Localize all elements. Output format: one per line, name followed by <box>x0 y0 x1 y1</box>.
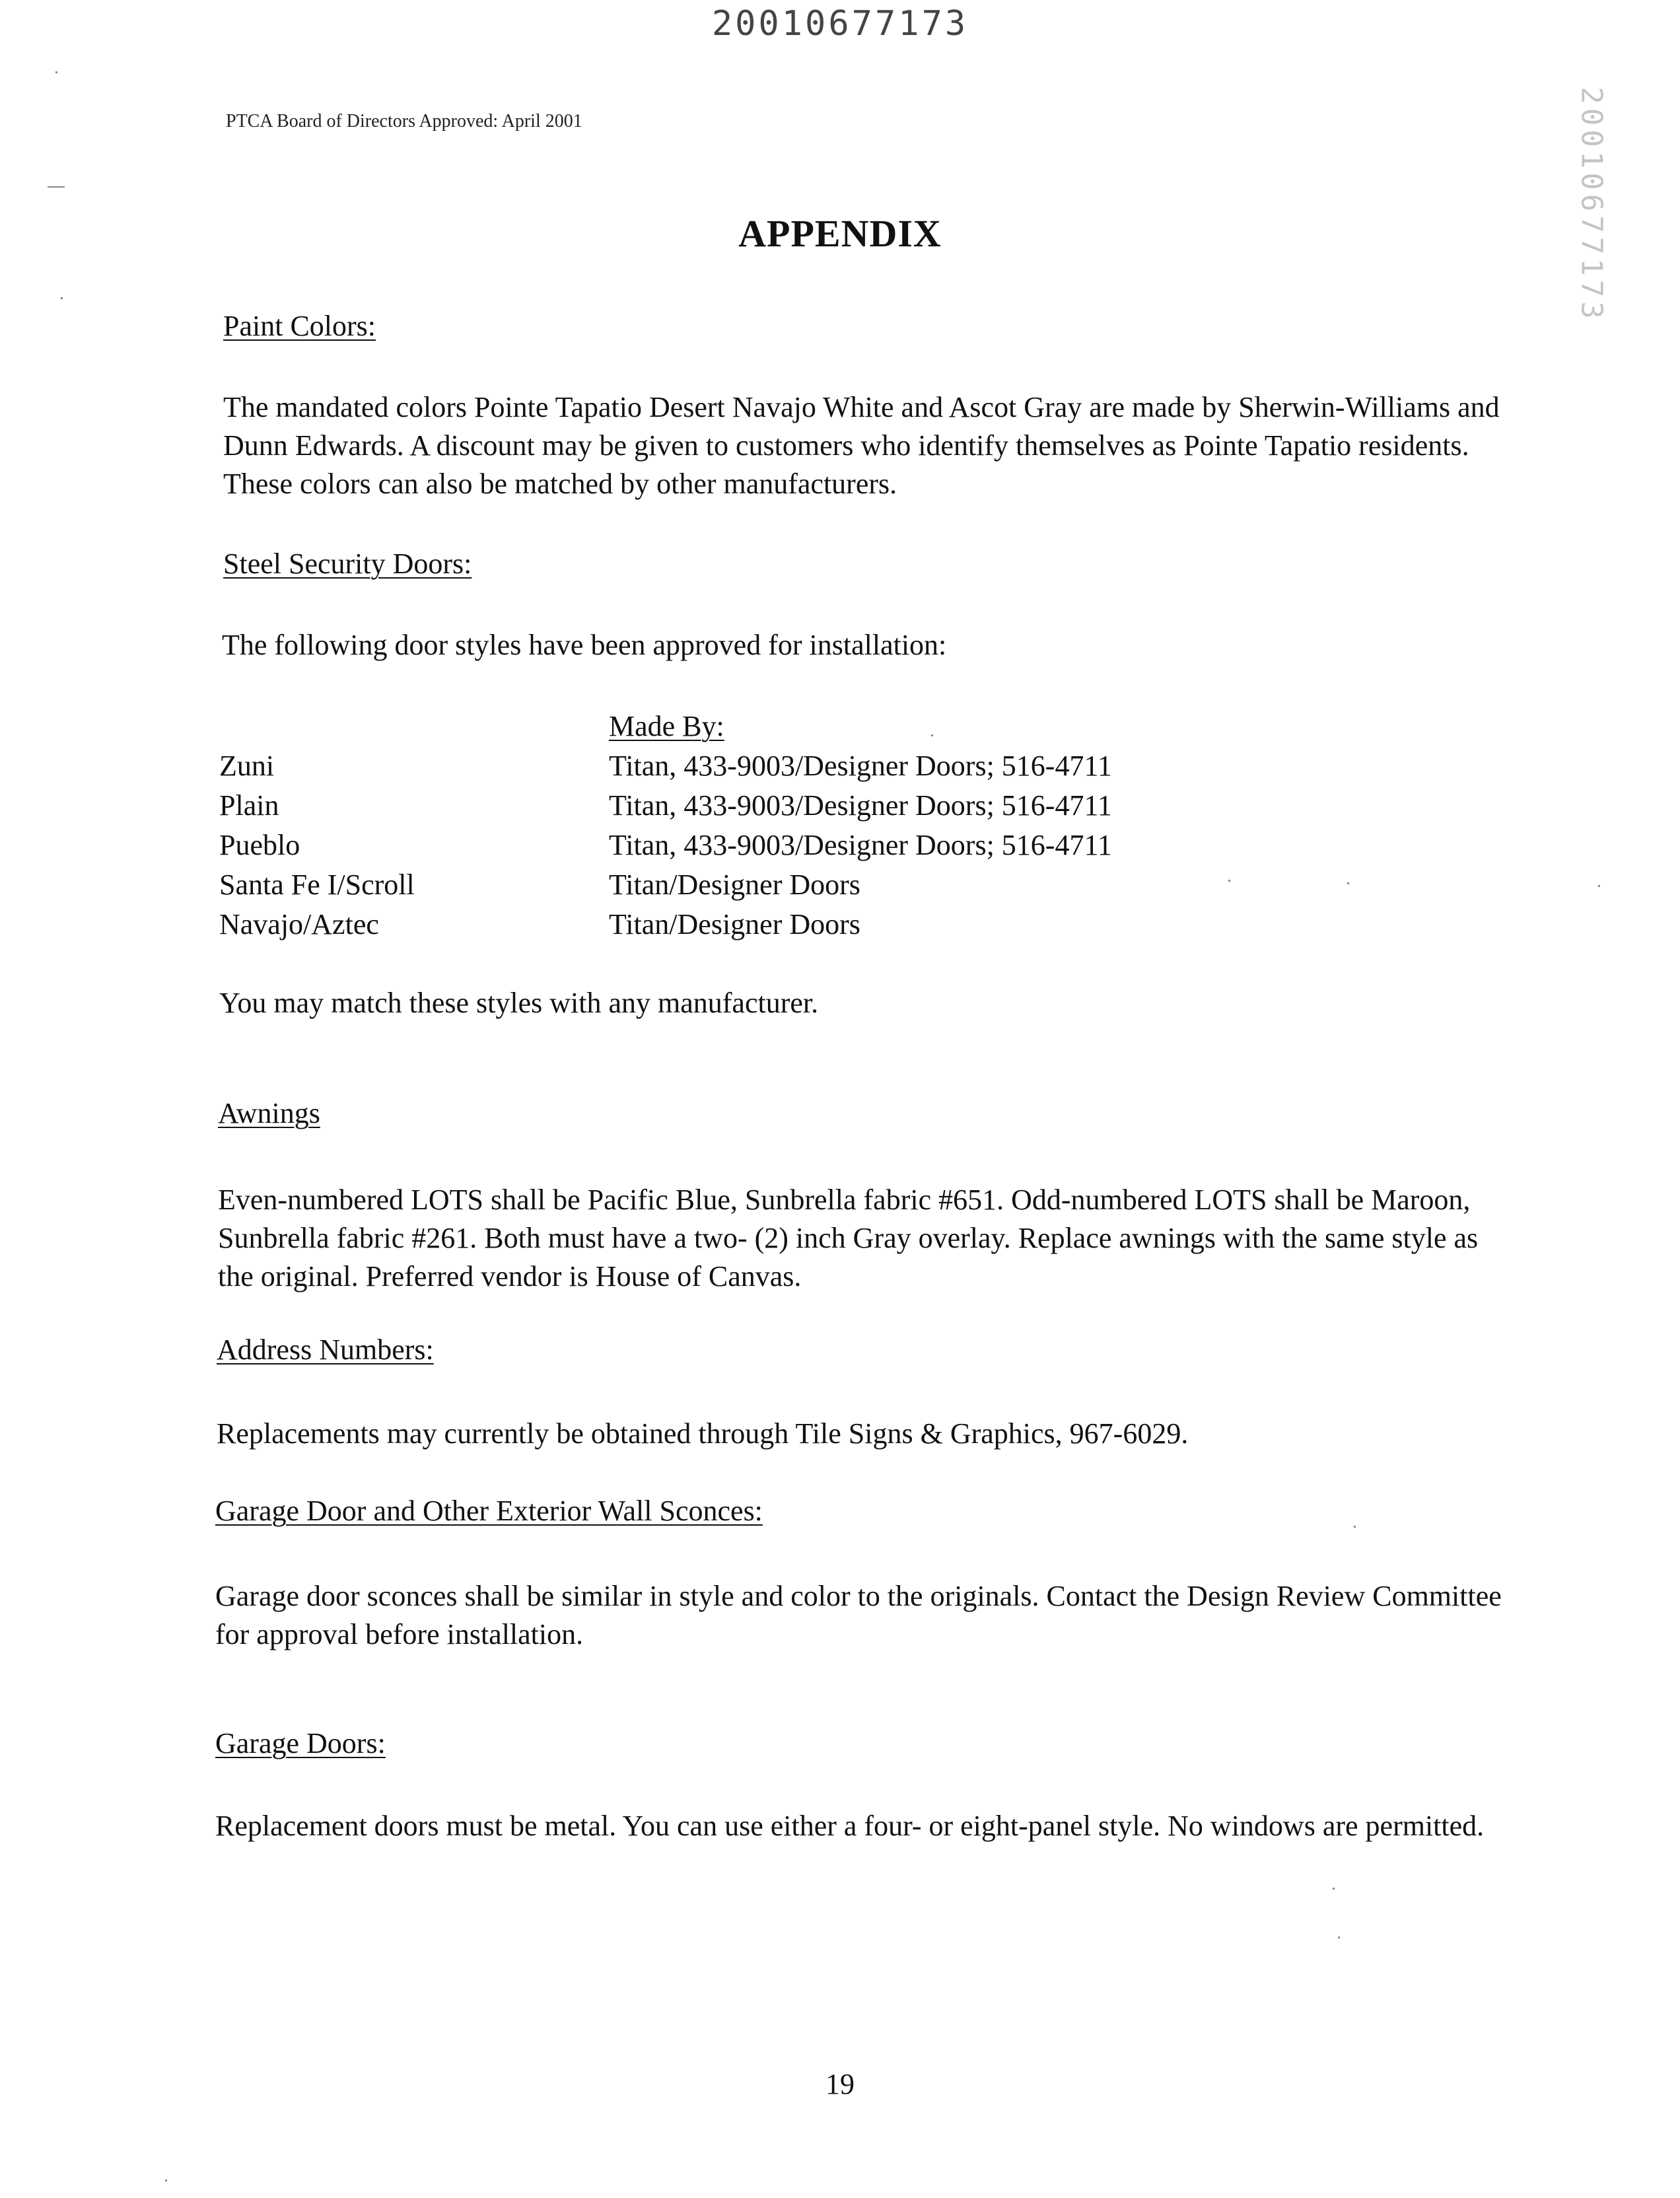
door-style: Navajo/Aztec <box>219 908 379 940</box>
steel-doors-intro: The following door styles have been approved for installation: <box>222 629 947 661</box>
scan-speck <box>61 297 63 299</box>
scan-speck <box>55 71 57 73</box>
made-by-header: Made By: <box>609 710 724 742</box>
door-styles-table <box>219 707 1112 944</box>
door-maker: Titan/Designer Doors <box>609 869 860 901</box>
side-stamp-text: 20010677173 <box>1574 87 1609 323</box>
awnings-body: Even-numbered LOTS shall be Pacific Blue, Sunbrella fabric #651. Odd-numbered LOTS shall be Maroon, Sunbrella fabric #261. Both must have a two- (2) inch Gray overlay. Replace awnings with the same style as the original. Preferred vendor is House of Canvas. <box>218 1184 1479 1293</box>
garage-doors-body: Replacement doors must be metal. You can use either a four- or eight-panel style. No windows are permitted. <box>215 1810 1485 1842</box>
side-stamp <box>1552 86 1631 324</box>
door-maker: Titan, 433-9003/Designer Doors; 516-4711 <box>609 789 1112 822</box>
door-maker: Titan/Designer Doors <box>609 908 860 940</box>
table-row <box>219 865 1112 905</box>
paint-colors-body: The mandated colors Pointe Tapatio Desert Navajo White and Ascot Gray are made by Sherwin-Williams and Dunn Edwards. A discount may be given to customers who identify themselves as Pointe Tapatio residents. These colors can also be matched by other manufacturers. <box>223 391 1500 500</box>
scan-speck <box>1354 1526 1356 1528</box>
table-row <box>219 826 1112 865</box>
page-number: 19 <box>825 2068 855 2100</box>
document-number: 20010677173 <box>711 4 969 44</box>
scan-speck <box>931 734 933 736</box>
scan-speck <box>1347 882 1349 884</box>
door-style: Pueblo <box>219 829 300 861</box>
door-style: Zuni <box>219 750 275 782</box>
table-row <box>219 905 1112 944</box>
steel-doors-note: You may match these styles with any manufacturer. <box>219 987 819 1019</box>
sconces-body: Garage door sconces shall be similar in style and color to the originals. Contact the Design Review Committee for approval before installation. <box>215 1580 1502 1650</box>
scan-speck <box>1333 1888 1335 1890</box>
door-style: Plain <box>219 789 279 822</box>
garage-doors-heading: Garage Doors: <box>215 1727 386 1759</box>
sconces-heading: Garage Door and Other Exterior Wall Sconces: <box>215 1495 763 1527</box>
awnings-heading: Awnings <box>218 1097 320 1129</box>
scan-speck <box>1338 1936 1340 1938</box>
door-style: Santa Fe I/Scroll <box>219 869 415 901</box>
door-maker: Titan, 433-9003/Designer Doors; 516-4711 <box>609 750 1112 782</box>
table-row <box>219 786 1112 826</box>
door-maker: Titan, 433-9003/Designer Doors; 516-4711 <box>609 829 1112 861</box>
steel-doors-heading: Steel Security Doors: <box>223 548 472 580</box>
approval-line: PTCA Board of Directors Approved: April 2001 <box>226 111 582 131</box>
scan-speck <box>165 2180 167 2181</box>
table-row <box>219 746 1112 786</box>
address-numbers-heading: Address Numbers: <box>217 1333 434 1366</box>
address-numbers-body: Replacements may currently be obtained through Tile Signs & Graphics, 967-6029. <box>217 1417 1189 1450</box>
paint-colors-heading: Paint Colors: <box>223 310 376 342</box>
scan-speck <box>48 186 65 188</box>
scan-speck <box>1228 880 1230 882</box>
scan-speck <box>1598 885 1600 887</box>
page-title: APPENDIX <box>738 212 942 255</box>
